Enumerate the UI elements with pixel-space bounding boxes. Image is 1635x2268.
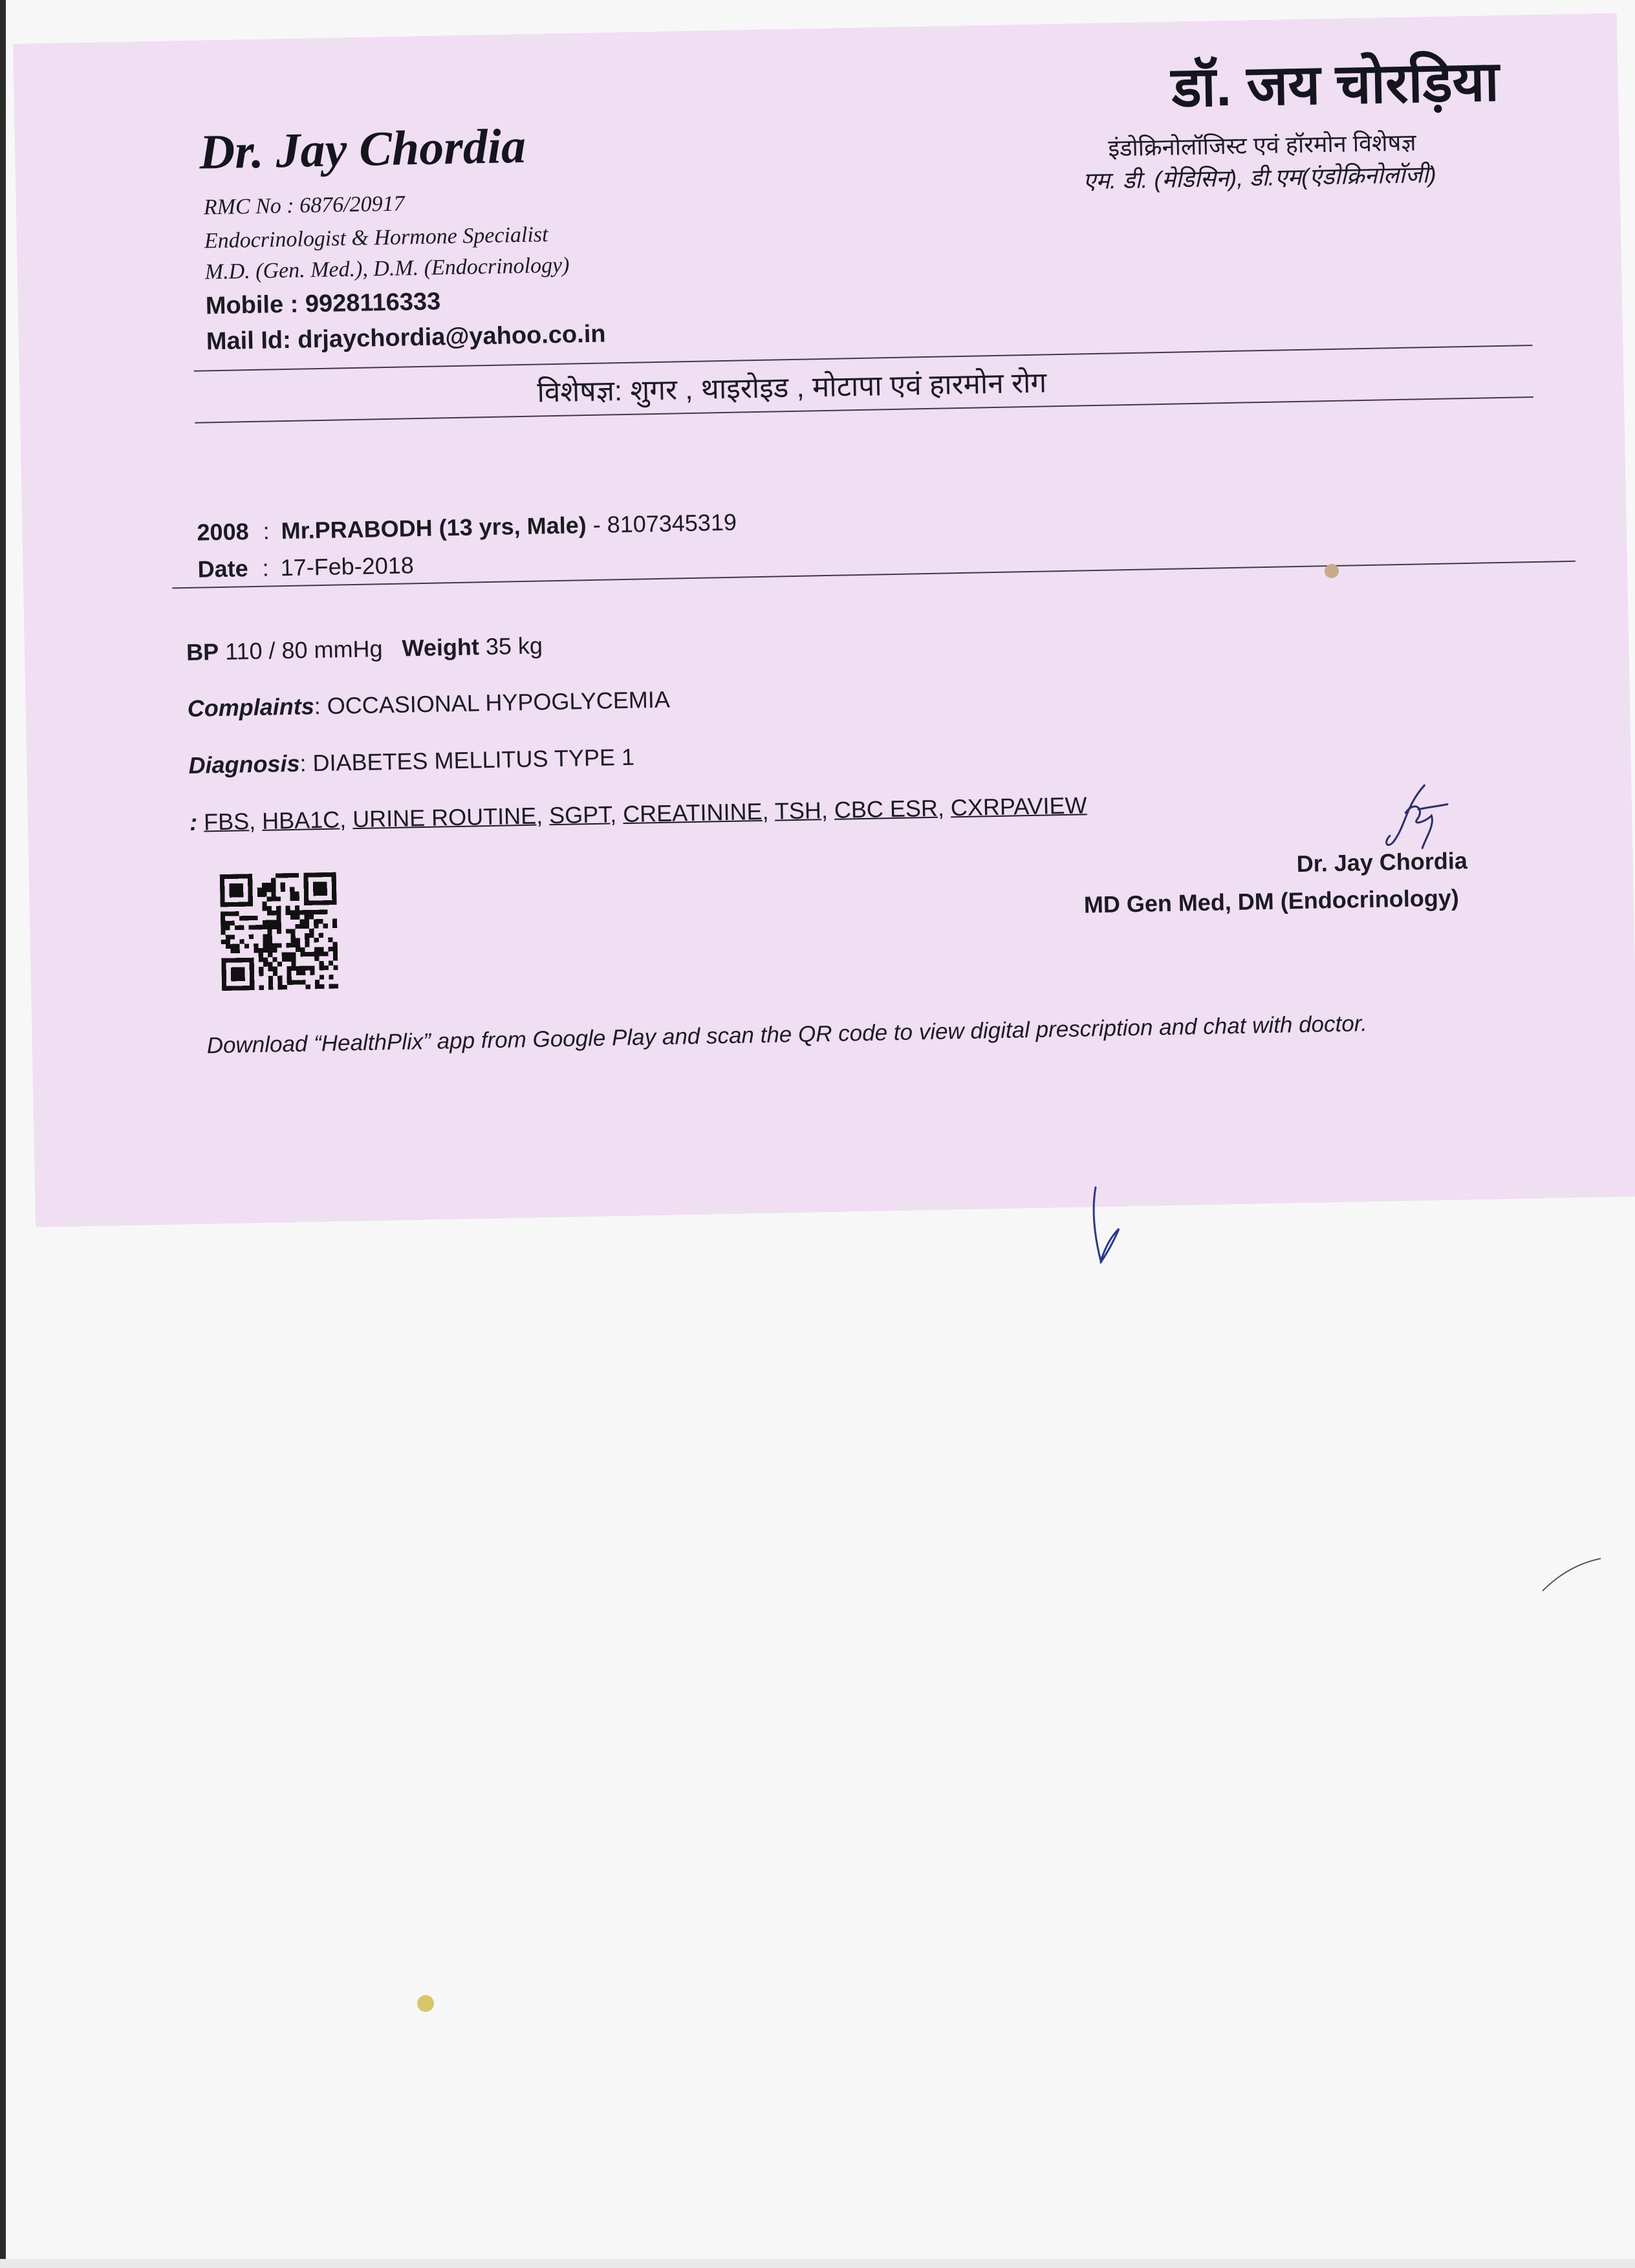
doctor-email: Mail Id: drjaychordia@yahoo.co.in	[206, 320, 606, 356]
signature-name: Dr. Jay Chordia	[1296, 847, 1468, 878]
doctor-specialty-en: Endocrinologist & Hormone Specialist	[204, 222, 548, 254]
specialities-banner: विशेषज्ञ: शुगर , थाइरोइड , मोटापा एवं हारमोन रोग	[537, 367, 1047, 409]
stain-spot	[1325, 564, 1339, 578]
test-item: FBS	[203, 808, 250, 836]
patient-id-separator: :	[263, 517, 270, 545]
bp-value: 110 / 80 mmHg	[224, 635, 383, 665]
test-item: CBC ESR	[834, 794, 938, 823]
scan-left-edge	[0, 0, 6, 2268]
tests-prefix: :	[189, 808, 204, 836]
pen-mark	[1539, 1555, 1604, 1594]
weight-label: Weight	[402, 633, 480, 662]
doctor-name-en: Dr. Jay Chordia	[199, 118, 526, 180]
doctor-specialty-hi: इंडोक्रिनोलॉजिस्ट एवं हॉरमोन विशेषज्ञ	[1108, 129, 1416, 162]
complaints-row	[187, 686, 670, 722]
test-item: CREATININE	[622, 797, 763, 828]
test-item: URINE ROUTINE	[352, 802, 537, 833]
patient-phone: - 8107345319	[592, 508, 737, 538]
complaints-value: : OCCASIONAL HYPOGLYCEMIA	[314, 686, 671, 720]
date-label: Date	[197, 555, 249, 583]
test-item: SGPT	[548, 801, 611, 829]
qr-code	[220, 872, 338, 991]
tests-row: : FBS, HBA1C, URINE ROUTINE, SGPT, CREATININE, TSH, CBC ESR, CXRPAVIEW	[189, 792, 1087, 836]
visit-date: 17-Feb-2018	[280, 552, 415, 581]
date-row	[197, 552, 414, 583]
patient-id: 2008	[197, 518, 250, 546]
diagnosis-row	[188, 744, 634, 779]
complaints-label: Complaints	[187, 693, 315, 722]
test-item: HBA1C	[261, 806, 340, 834]
vitals-row	[186, 632, 543, 666]
doctor-name-hi: डॉ. जय चोरड़िया	[1171, 50, 1500, 119]
stain-spot	[417, 1995, 434, 2012]
handwritten-signature	[1379, 780, 1451, 852]
pen-mark	[1087, 1183, 1125, 1268]
prescription-sheet	[13, 13, 1635, 1227]
healthplix-footer: Download “HealthPlix” app from Google Play and scan the QR code to view digital prescription and chat with doctor.	[206, 1011, 1368, 1059]
test-item: TSH	[774, 797, 822, 825]
doctor-degrees-hi: एम. डी. (मेडिसिन), डी.एम(एंडोक्रिनोलॉजी)	[1082, 160, 1436, 195]
patient-row	[197, 509, 737, 546]
doctor-mobile: Mobile : 9928116333	[205, 288, 441, 320]
test-item: CXRPAVIEW	[950, 792, 1087, 821]
diagnosis-value: : DIABETES MELLITUS TYPE 1	[299, 743, 635, 777]
date-separator: :	[262, 554, 270, 581]
scan-bottom-edge	[0, 2259, 1635, 2268]
bp-label: BP	[186, 638, 219, 666]
rmc-number: RMC No : 6876/20917	[203, 191, 405, 220]
doctor-degrees-en: M.D. (Gen. Med.), D.M. (Endocrinology)	[204, 253, 570, 285]
diagnosis-label: Diagnosis	[188, 750, 300, 779]
weight-value: 35 kg	[485, 632, 543, 660]
signature-degrees: MD Gen Med, DM (Endocrinology)	[1083, 884, 1460, 918]
patient-name: Mr.PRABODH (13 yrs, Male)	[281, 512, 587, 545]
